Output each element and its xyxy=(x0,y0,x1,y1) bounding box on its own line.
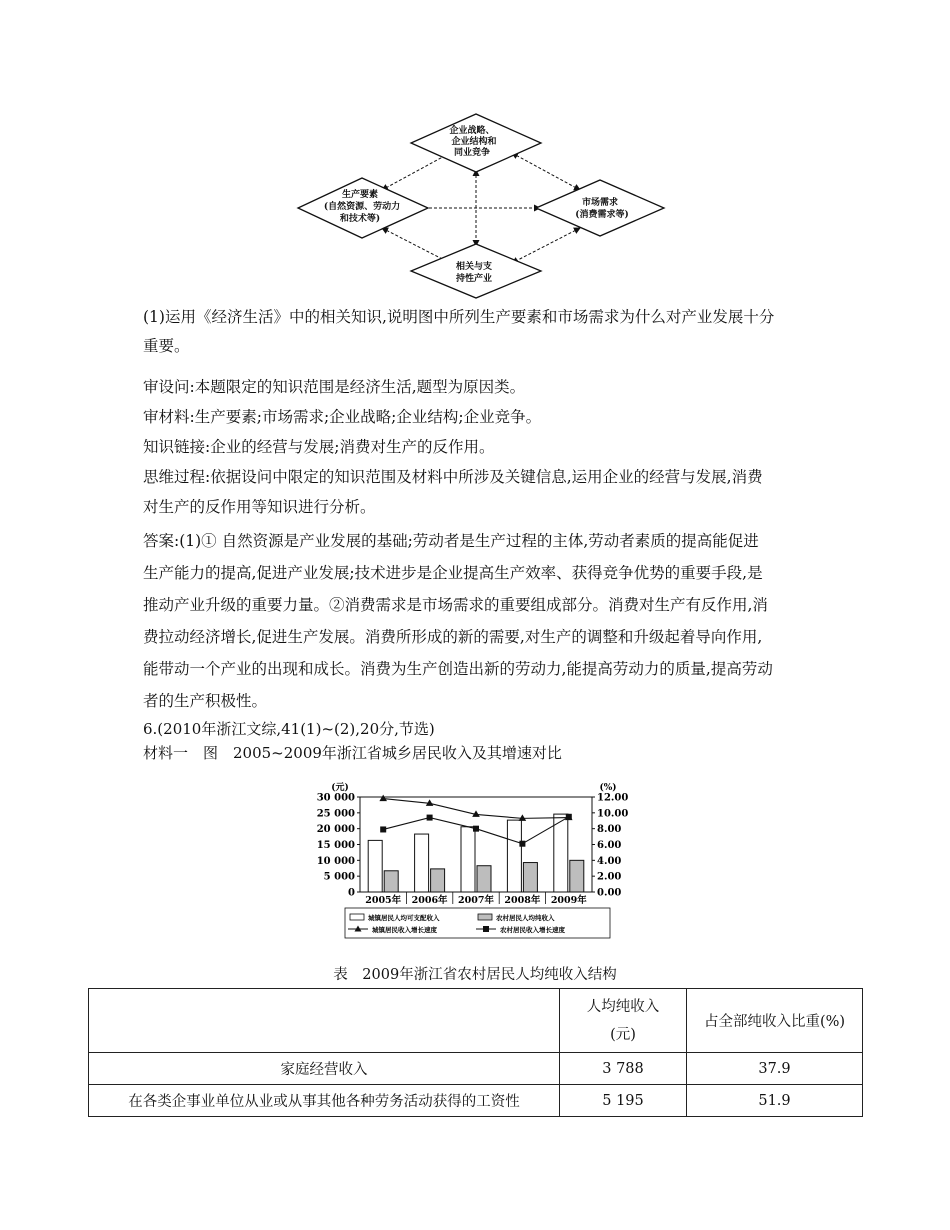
left-node-label-2: (自然资源、劳动力 xyxy=(323,202,401,212)
top-node-label-3: 同业竞争 xyxy=(453,148,491,158)
table-row xyxy=(89,1053,863,1085)
y-right-tick-label: 4.00 xyxy=(597,855,622,867)
header-share-cell: 占全部纯收入比重(%) xyxy=(687,989,863,1053)
row-amount: 3 788 xyxy=(560,1053,687,1085)
legend-label-rural-income: 农村居民人均纯收入 xyxy=(496,914,555,922)
analysis-knowledge: 知识链接:企业的经营与发展;消费对生产的反作用。 xyxy=(143,438,495,456)
x-tick-label: 2008年 xyxy=(504,895,541,906)
analysis-thinking-2: 对生产的反作用等知识进行分析。 xyxy=(143,498,376,516)
table-caption: 表 2009年浙江省农村居民人均纯收入结构 xyxy=(333,967,617,983)
analysis-material: 审材料:生产要素;市场需求;企业战略;企业结构;企业竞争。 xyxy=(143,408,542,426)
arrow-left-bottom xyxy=(382,228,450,263)
y-right-tick-label: 2.00 xyxy=(597,871,622,883)
answer-line-1: 答案:(1)① 自然资源是产业发展的基础;劳动者是生产过程的主体,劳动者素质的提高能促进 xyxy=(143,532,759,550)
x-tick-label: 2006年 xyxy=(411,895,448,906)
header-amount-label: 人均纯收入 xyxy=(586,998,660,1015)
y-left-tick-label: 5 000 xyxy=(323,871,355,883)
bar-rural-income xyxy=(570,860,584,892)
income-chart xyxy=(300,772,640,942)
bar-rural-income xyxy=(431,869,445,892)
legend-label-urban-growth: 城镇居民收入增长速度 xyxy=(372,926,437,934)
top-node-label-1: 企业战略、 xyxy=(449,126,495,136)
y-left-tick-label: 15 000 xyxy=(316,840,355,851)
answer-line-3: 推动产业升级的重要力量。②消费需求是市场需求的重要组成部分。消费对生产有反作用,消 xyxy=(143,596,768,614)
arrow-right-bottom xyxy=(512,228,580,263)
analysis-question: 审设问:本题限定的知识范围是经济生活,题型为原因类。 xyxy=(143,378,526,396)
table-row xyxy=(89,1085,863,1117)
top-node-label-2: 企业结构和 xyxy=(451,137,497,147)
y-right-tick-label: 12.00 xyxy=(597,792,629,804)
row-share: 51.9 xyxy=(687,1085,863,1117)
legend-label-rural-growth: 农村居民收入增长速度 xyxy=(500,926,565,934)
x-tick-label: 2007年 xyxy=(458,895,494,906)
table-header-row xyxy=(89,989,863,1053)
bottom-node-label-1: 相关与支 xyxy=(455,262,493,272)
header-amount-cell xyxy=(560,989,687,1053)
y-right-tick-label: 6.00 xyxy=(597,840,622,851)
row-label: 家庭经营收入 xyxy=(89,1053,560,1085)
answer-line-2: 生产能力的提高,促进产业发展;技术进步是企业提高生产效率、获得竞争优势的重要手段,是 xyxy=(143,564,763,582)
point-rural-growth xyxy=(566,814,572,820)
bar-urban-income xyxy=(368,840,382,892)
y-left-tick-label: 25 000 xyxy=(316,808,355,820)
arrow-top-left xyxy=(382,153,450,190)
bar-rural-income xyxy=(477,866,491,892)
right-node-label-2: (消费需求等) xyxy=(575,210,629,220)
legend-swatch-rural-income xyxy=(478,914,492,920)
right-node-diamond xyxy=(536,180,664,236)
arrow-top-right xyxy=(512,153,580,190)
legend-label-urban-income: 城镇居民人均可支配收入 xyxy=(368,914,440,922)
question-1-line-2: 重要。 xyxy=(143,337,190,355)
answer-line-4: 费拉动经济增长,促进生产发展。消费所形成的新的需要,对生产的调整和升级起着导向作用, xyxy=(143,628,763,646)
y-right-tick-label: 8.00 xyxy=(597,824,622,836)
answer-line-6: 者的生产积极性。 xyxy=(143,692,268,710)
bar-urban-income xyxy=(461,827,475,892)
point-rural-growth xyxy=(380,826,386,832)
point-urban-growth xyxy=(379,795,387,802)
y-left-unit: (元) xyxy=(331,783,349,793)
point-rural-growth xyxy=(427,815,433,821)
income-structure-table xyxy=(88,988,863,1117)
chart-legend xyxy=(345,908,610,938)
y-right-tick-label: 0.00 xyxy=(597,887,622,899)
industry-factors-diagram xyxy=(290,108,670,308)
y-right-unit: (%) xyxy=(599,783,617,793)
material-1-title: 材料一 图 2005~2009年浙江省城乡居民收入及其增速对比 xyxy=(143,744,562,762)
row-label: 在各类企事业单位从业或从事其他各种劳务活动获得的工资性 xyxy=(89,1085,560,1117)
y-left-tick-label: 20 000 xyxy=(316,824,355,836)
left-node-label-3: 和技术等) xyxy=(339,214,381,224)
legend-swatch-urban-income xyxy=(350,914,364,920)
bar-urban-income xyxy=(507,820,521,892)
x-tick-label: 2005年 xyxy=(365,895,402,906)
y-right-tick-label: 10.00 xyxy=(597,808,629,820)
point-rural-growth xyxy=(473,826,479,832)
bottom-node-label-2: 持性产业 xyxy=(455,274,493,284)
row-share: 37.9 xyxy=(687,1053,863,1085)
answer-line-5: 能带动一个产业的出现和成长。消费为生产创造出新的劳动力,能提高劳动力的质量,提高劳动 xyxy=(143,660,773,678)
y-left-tick-label: 0 xyxy=(348,887,355,899)
bar-urban-income xyxy=(554,814,568,892)
header-amount-unit: (元) xyxy=(610,1026,636,1043)
left-node-label-1: 生产要素 xyxy=(341,190,379,200)
question-1-line-1: (1)运用《经济生活》中的相关知识,说明图中所列生产要素和市场需求为什么对产业发展十分 xyxy=(143,308,775,326)
row-amount: 5 195 xyxy=(560,1085,687,1117)
x-tick-label: 2009年 xyxy=(550,895,587,906)
y-left-tick-label: 10 000 xyxy=(316,855,355,867)
bar-rural-income xyxy=(384,871,398,892)
bar-urban-income xyxy=(415,834,429,892)
legend-marker-rural-growth xyxy=(483,926,489,932)
bar-rural-income xyxy=(523,863,537,892)
section-6-heading: 6.(2010年浙江文综,41(1)~(2),20分,节选) xyxy=(143,720,435,738)
y-left-tick-label: 30 000 xyxy=(316,792,355,804)
analysis-thinking-1: 思维过程:依据设问中限定的知识范围及材料中所涉及关键信息,运用企业的经营与发展,消费 xyxy=(143,468,763,486)
point-rural-growth xyxy=(519,841,525,847)
right-node-label-1: 市场需求 xyxy=(581,198,619,208)
header-blank-cell xyxy=(89,989,560,1053)
